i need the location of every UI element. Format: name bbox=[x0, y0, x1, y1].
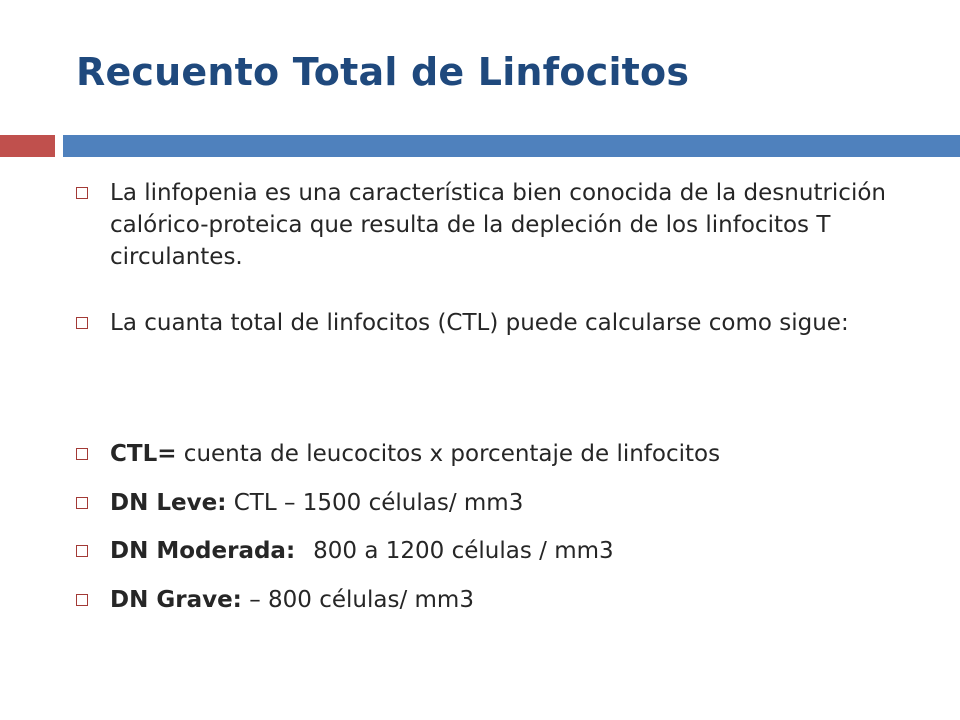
bullet-label: DN Leve: bbox=[110, 490, 227, 516]
bullet-item bbox=[76, 487, 920, 519]
bullet-value: CTL – 1500 células/ mm3 bbox=[226, 490, 524, 516]
bullet-value: – 800 células/ mm3 bbox=[241, 587, 474, 613]
bullet-label: DN Grave: bbox=[110, 587, 242, 613]
bullet-text bbox=[110, 584, 920, 616]
bullet-item bbox=[76, 584, 920, 616]
hollow-square-icon bbox=[76, 497, 88, 509]
hollow-square-icon bbox=[76, 448, 88, 460]
bullet-label: CTL= bbox=[110, 441, 177, 467]
hollow-square-icon bbox=[76, 594, 88, 606]
bullet-item bbox=[76, 535, 920, 567]
bullet-item bbox=[76, 177, 920, 273]
bullet-item bbox=[76, 438, 920, 470]
accent-bar-blue bbox=[63, 135, 960, 157]
bullet-text bbox=[110, 438, 920, 470]
slide-title: Recuento Total de Linfocitos bbox=[76, 50, 690, 94]
accent-bar-red bbox=[0, 135, 55, 157]
hollow-square-icon bbox=[76, 187, 88, 199]
bullet-text: La cuanta total de linfocitos (CTL) puede calcularse como sigue: bbox=[110, 310, 849, 336]
bullet-value: 800 a 1200 células / mm3 bbox=[313, 538, 614, 564]
bullet-value: cuenta de leucocitos x porcentaje de linfocitos bbox=[176, 441, 721, 467]
hollow-square-icon bbox=[76, 545, 88, 557]
hollow-square-icon bbox=[76, 317, 88, 329]
bullet-text: La linfopenia es una característica bien conocida de la desnutrición calórico-proteica que resulta de la depleción de los linfocitos T circulantes. bbox=[110, 180, 886, 270]
bullet-item bbox=[76, 307, 920, 339]
bullet-text bbox=[110, 487, 920, 519]
bullet-text bbox=[110, 535, 920, 567]
bullet-label: DN Moderada: bbox=[110, 538, 296, 564]
